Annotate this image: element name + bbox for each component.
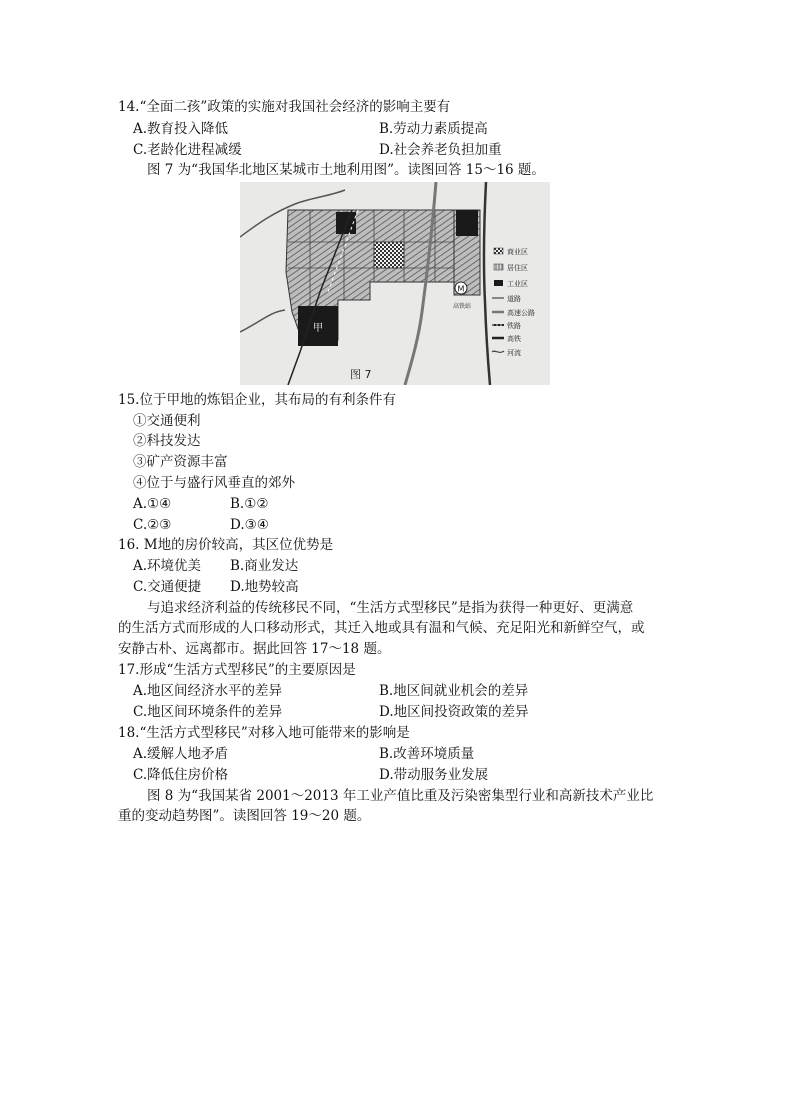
q15-item-3: ③矿产资源丰富 bbox=[133, 454, 228, 470]
passage-line-2: 的生活方式而形成的人口移动形式，其迁入地或具有温和气候、充足阳光和新鲜空气，或 bbox=[118, 620, 645, 636]
legend-highway: 高速公路 bbox=[507, 309, 535, 317]
legend-high-speed-rail: 高铁 bbox=[507, 335, 521, 343]
q16-stem: 16. M地的房价较高，其区位优势是 bbox=[118, 537, 334, 553]
q14-option-a: A.教育投入降低 bbox=[133, 121, 229, 137]
q17-option-b: B.地区间就业机会的差异 bbox=[379, 683, 529, 699]
q15-item-1: ①交通便利 bbox=[133, 413, 201, 429]
legend-river: 河流 bbox=[507, 349, 521, 357]
industrial-zone-2 bbox=[456, 210, 478, 236]
q16-option-d: D.地势较高 bbox=[230, 579, 299, 595]
q14-option-d: D.社会养老负担加重 bbox=[379, 142, 502, 158]
q18-option-c: C.降低住房价格 bbox=[133, 767, 229, 783]
fig7-map bbox=[240, 182, 550, 385]
q15-option-c: C.②③ bbox=[133, 517, 172, 533]
legend-residential: 居住区 bbox=[507, 264, 528, 272]
legend-commercial: 商业区 bbox=[507, 248, 528, 256]
q14-stem: 14.“全面二孩”政策的实施对我国社会经济的影响主要有 bbox=[118, 99, 451, 115]
q18-option-b: B.改善环境质量 bbox=[379, 746, 475, 762]
river-line-2 bbox=[240, 310, 285, 332]
high-speed-rail-line bbox=[484, 182, 490, 385]
q15-item-4: ④位于与盛行风垂直的郊外 bbox=[133, 475, 295, 491]
q17-stem: 17.形成“生活方式型移民”的主要原因是 bbox=[118, 662, 356, 678]
q15-stem: 15.位于甲地的炼铝企业，其布局的有利条件有 bbox=[118, 392, 396, 408]
legend-industrial: 工业区 bbox=[507, 280, 528, 288]
q17-option-c: C.地区间环境条件的差异 bbox=[133, 704, 283, 720]
station-label: 高铁站 bbox=[453, 303, 472, 310]
q15-option-a: A.①④ bbox=[133, 496, 172, 512]
q18-option-a: A.缓解人地矛盾 bbox=[133, 746, 229, 762]
jia-label: 甲 bbox=[313, 323, 323, 334]
fig7-map-graphic bbox=[240, 182, 550, 385]
fig8-intro-line-1: 图 8 为“我国某省 2001～2013 年工业产值比重及污染密集型行业和高新技术产业比 bbox=[147, 788, 654, 804]
q16-option-b: B.商业发达 bbox=[230, 558, 299, 574]
q15-option-d: D.③④ bbox=[230, 517, 269, 533]
fig7-intro: 图 7 为“我国华北地区某城市土地利用图”。读图回答 15～16 题。 bbox=[147, 162, 545, 178]
q16-option-c: C.交通便捷 bbox=[133, 579, 202, 595]
q14-option-c: C.老龄化进程减缓 bbox=[133, 142, 242, 158]
passage-line-1: 与追求经济利益的传统移民不同，“生活方式型移民”是指为获得一种更好、更满意 bbox=[147, 600, 634, 616]
legend-railway: 铁路 bbox=[507, 322, 521, 330]
q17-option-d: D.地区间投资政策的差异 bbox=[379, 704, 529, 720]
q16-option-a: A.环境优美 bbox=[133, 558, 202, 574]
fig7-caption: 图 7 bbox=[350, 368, 372, 381]
legend-road: 道路 bbox=[507, 295, 521, 303]
q14-option-b: B.劳动力素质提高 bbox=[379, 121, 488, 137]
q18-option-d: D.带动服务业发展 bbox=[379, 767, 489, 783]
commercial-zone bbox=[374, 242, 404, 268]
q17-option-a: A.地区间经济水平的差异 bbox=[133, 683, 283, 699]
q18-stem: 18.“生活方式型移民”对移入地可能带来的影响是 bbox=[118, 725, 410, 741]
q15-option-b: B.①② bbox=[230, 496, 269, 512]
q15-item-2: ②科技发达 bbox=[133, 433, 201, 449]
passage-line-3: 安静古朴、远离都市。据此回答 17～18 题。 bbox=[118, 641, 391, 657]
fig8-intro-line-2: 重的变动趋势图”。读图回答 19～20 题。 bbox=[118, 808, 371, 824]
m-label: M bbox=[457, 284, 465, 294]
